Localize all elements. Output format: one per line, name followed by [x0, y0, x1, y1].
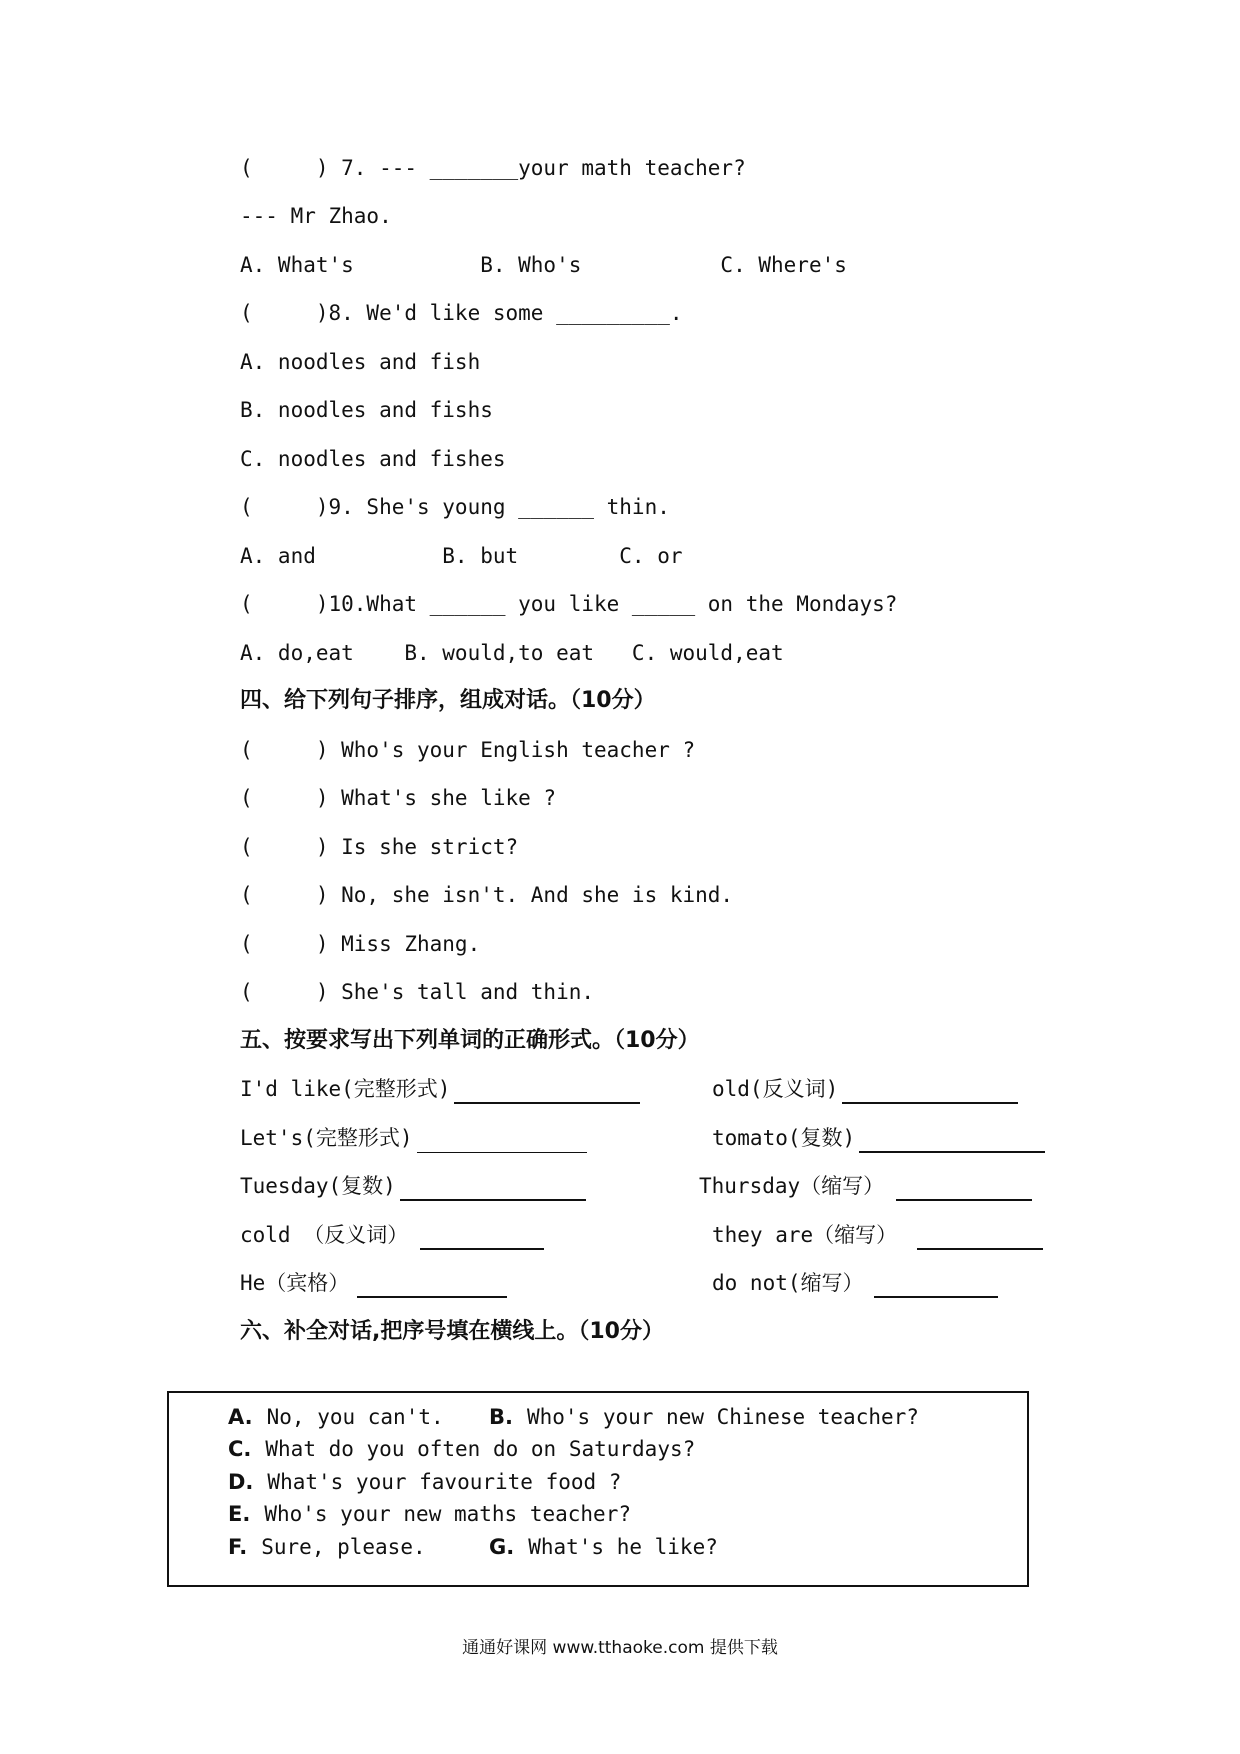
section5-item [712, 1220, 1043, 1250]
answer-blank[interactable] [896, 1179, 1032, 1201]
option-g [489, 1533, 718, 1561]
section5-item [240, 1123, 587, 1153]
section5-item-label: I'd like(完整形式) [240, 1077, 451, 1101]
section5-item [712, 1074, 1018, 1104]
section4-heading: 四、给下列句子排序，组成对话。（10分） [240, 688, 656, 713]
answer-blank[interactable] [400, 1179, 586, 1201]
section5-item-label: Let's(完整形式) [240, 1126, 413, 1150]
answer-blank[interactable] [842, 1082, 1018, 1104]
option-text: No, you can't. [266, 1405, 444, 1429]
section5-item-label: Thursday（缩写） [699, 1174, 885, 1198]
section4-line: ( ) Who's your English teacher ? [240, 738, 696, 762]
q7-answer: --- Mr Zhao. [240, 204, 392, 228]
answer-blank[interactable] [859, 1131, 1045, 1153]
section5-item [699, 1171, 1032, 1201]
q9-options: A. and B. but C. or [240, 544, 683, 568]
option-text: What's your favourite food ? [267, 1470, 622, 1494]
option-b [489, 1403, 919, 1431]
option-letter: F. [228, 1535, 248, 1559]
section5-item [240, 1171, 586, 1201]
q10-options: A. do,eat B. would,to eat C. would,eat [240, 641, 784, 665]
answer-blank[interactable] [417, 1132, 587, 1153]
answer-blank[interactable] [454, 1082, 640, 1104]
options-box [167, 1391, 1029, 1587]
q8-option-c: C. noodles and fishes [240, 447, 506, 471]
option-letter: E. [228, 1502, 251, 1526]
section5-item-label: He（宾格） [240, 1271, 350, 1295]
section4-line: ( ) No, she isn't. And she is kind. [240, 883, 734, 907]
section4-line: ( ) Miss Zhang. [240, 932, 481, 956]
section4-line: ( ) Is she strict? [240, 835, 519, 859]
section5-item-label: do not(缩写） [712, 1271, 864, 1295]
section6-heading: 六、补全对话,把序号填在横线上。（10分） [240, 1319, 664, 1344]
q7-options: A. What's B. Who's C. Where's [240, 253, 847, 277]
option-f [228, 1533, 426, 1561]
option-a [228, 1403, 444, 1431]
answer-blank[interactable] [874, 1276, 998, 1298]
q10-stem: ( )10.What ______ you like _____ on the Mondays? [240, 592, 898, 616]
option-c [228, 1435, 695, 1463]
section5-item [240, 1268, 507, 1298]
section5-item-label: tomato(复数) [712, 1126, 856, 1150]
q8-stem: ( )8. We'd like some _________. [240, 301, 683, 325]
answer-blank[interactable] [420, 1228, 544, 1250]
q8-option-b: B. noodles and fishs [240, 398, 493, 422]
section5-heading: 五、按要求写出下列单词的正确形式。（10分） [240, 1028, 700, 1053]
option-text: What's he like? [528, 1535, 718, 1559]
section5-item-label: they are（缩写） [712, 1223, 898, 1247]
option-letter: A. [228, 1405, 253, 1429]
q9-stem: ( )9. She's young ______ thin. [240, 495, 670, 519]
section5-item [240, 1220, 544, 1250]
option-e [228, 1500, 631, 1528]
option-text: What do you often do on Saturdays? [265, 1437, 696, 1461]
section5-item [712, 1268, 998, 1298]
section5-item-label: old(反义词) [712, 1077, 839, 1101]
footer-text: 通通好课网 www.tthaoke.com 提供下载 [462, 1638, 778, 1658]
option-letter: C. [228, 1437, 252, 1461]
section4-line: ( ) She's tall and thin. [240, 980, 595, 1004]
option-d [228, 1468, 621, 1496]
option-text: Who's your new maths teacher? [264, 1502, 631, 1526]
option-letter: G. [489, 1535, 515, 1559]
option-letter: D. [228, 1470, 254, 1494]
section5-item-label: Tuesday(复数) [240, 1174, 396, 1198]
option-letter: B. [489, 1405, 513, 1429]
answer-blank[interactable] [357, 1276, 507, 1298]
section4-line: ( ) What's she like ? [240, 786, 557, 810]
q7-stem: ( ) 7. --- _______your math teacher? [240, 156, 746, 180]
section5-item-label: cold （反义词） [240, 1223, 409, 1247]
option-text: Who's your new Chinese teacher? [526, 1405, 919, 1429]
q8-option-a: A. noodles and fish [240, 350, 481, 374]
section5-item [240, 1074, 640, 1104]
section5-item [712, 1123, 1045, 1153]
option-text: Sure, please. [261, 1535, 426, 1559]
answer-blank[interactable] [917, 1228, 1043, 1250]
